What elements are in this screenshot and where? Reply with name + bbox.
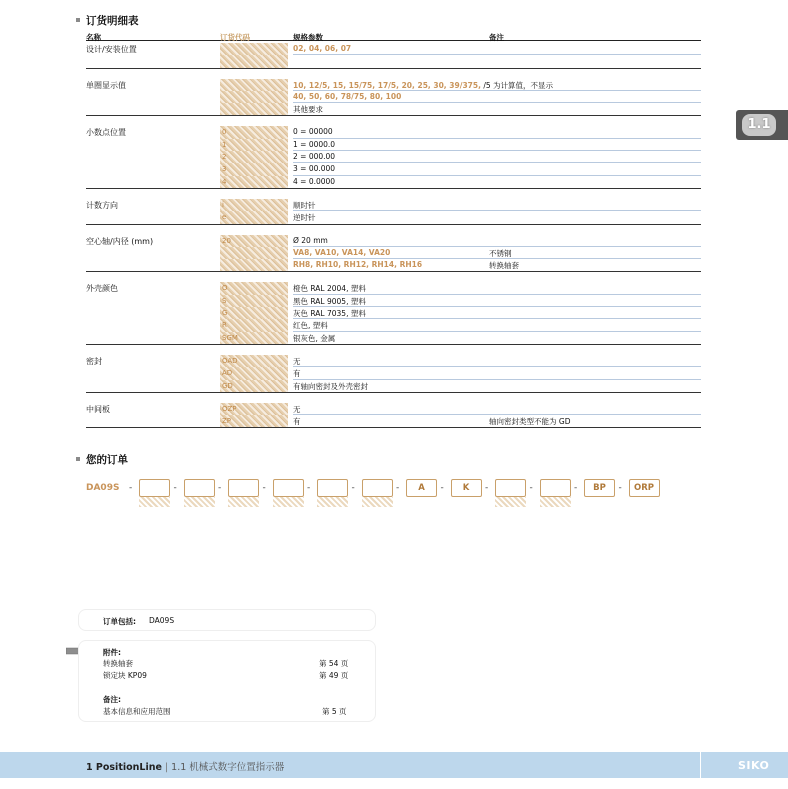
accessory-item-label: 锁定块 KP09 <box>103 671 147 680</box>
order-code-cell: SGM <box>220 332 288 344</box>
order-code-box[interactable] <box>495 479 526 497</box>
row-name: 密封 <box>86 356 102 366</box>
table-row <box>86 199 701 211</box>
order-code-cell: OZP <box>220 403 288 415</box>
order-dash: - <box>618 483 622 493</box>
order-code-cell: G <box>220 307 288 319</box>
spec-cell: Ø 20 mm <box>293 235 328 245</box>
spec-cell: 红色, 塑料 <box>293 321 328 331</box>
row-name: 中间板 <box>86 404 110 414</box>
spec-cell: 银灰色, 金属 <box>293 333 336 343</box>
order-box-hatch <box>139 497 170 507</box>
row-name: 设计/安装位置 <box>86 45 137 54</box>
table-row <box>86 103 701 115</box>
accessory-item-page: 第 49 页 <box>319 671 349 680</box>
order-code-cell <box>220 259 288 271</box>
section-title-order-table: 订货明细表 <box>76 13 139 28</box>
order-code-cell: O <box>220 282 288 294</box>
table-row <box>86 247 701 259</box>
accessories-box <box>78 640 376 722</box>
order-dash: - <box>262 483 266 493</box>
order-box-hatch <box>228 497 259 507</box>
order-code-cell: i <box>220 199 288 211</box>
note-label: 基本信息和应用范围 <box>103 707 171 716</box>
order-code-cell: 3 <box>220 163 288 175</box>
order-dash: - <box>396 483 400 493</box>
table-row <box>86 282 701 294</box>
spec-cell: 02, 04, 06, 07 <box>293 44 352 53</box>
spec-cell: 橙色 RAL 2004, 塑料 <box>293 284 366 294</box>
table-row <box>86 355 701 367</box>
spec-cell: 无 <box>293 356 301 366</box>
order-code-box: ORP <box>629 479 660 497</box>
accessories-title: 附件: <box>103 648 121 657</box>
table-row <box>86 126 701 138</box>
order-code-box[interactable] <box>362 479 393 497</box>
order-dash: - <box>485 483 489 493</box>
order-box-hatch <box>273 497 304 507</box>
table-group <box>86 79 701 117</box>
table-group <box>86 282 701 344</box>
order-dash: - <box>173 483 177 493</box>
spec-cell: 3 = 00.000 <box>293 164 336 174</box>
table-row <box>86 151 701 163</box>
table-row <box>86 79 701 91</box>
table-group <box>86 403 701 429</box>
note-cell: 转换轴套 <box>489 261 519 271</box>
spec-cell: 0 = 00000 <box>293 127 333 137</box>
order-code-cell: 20 <box>220 235 288 247</box>
bullet-square-icon <box>76 457 80 461</box>
table-row <box>86 43 701 55</box>
page-footer <box>0 752 788 778</box>
order-code-cell <box>220 91 288 103</box>
order-table <box>86 30 701 428</box>
chapter-tab: 1.1 <box>736 110 788 140</box>
order-box-hatch <box>540 497 571 507</box>
order-includes-label: 订单包括: <box>103 617 136 626</box>
spec-cell: 2 = 000.00 <box>293 152 336 162</box>
order-code-box[interactable] <box>139 479 170 497</box>
spec-cell: 灰色 RAL 7035, 塑料 <box>293 309 366 319</box>
order-code-cell: AD <box>220 367 288 379</box>
order-dash: - <box>129 483 133 493</box>
order-code-box[interactable] <box>273 479 304 497</box>
order-code-box[interactable] <box>317 479 348 497</box>
order-code-cell <box>220 103 288 115</box>
header-spec: 规格参数 <box>293 33 323 42</box>
spec-cell: RH8, RH10, RH12, RH14, RH16 <box>293 260 423 270</box>
table-row <box>86 211 701 223</box>
order-dash: - <box>307 483 311 493</box>
spec-cell: 40, 50, 60, 78/75, 80, 100 <box>293 91 402 101</box>
table-row <box>86 319 701 331</box>
table-row <box>86 55 701 67</box>
note-cell: 轴向密封类型不能为 GD <box>489 417 571 427</box>
row-name: 计数方向 <box>86 200 118 210</box>
siko-logo: SIKO <box>738 759 770 772</box>
order-box-hatch <box>184 497 215 507</box>
spec-cell: 其他要求 <box>293 105 323 115</box>
spec-cell: 4 = 0.0000 <box>293 176 336 186</box>
row-name: 外壳颜色 <box>86 284 118 294</box>
spec-cell: 黑色 RAL 9005, 塑料 <box>293 296 366 306</box>
table-group <box>86 43 701 69</box>
footer-breadcrumb: 1 PositionLine | 1.1 机械式数字位置指示器 <box>86 762 285 773</box>
order-code-cell: ZP <box>220 415 288 427</box>
note-page: 第 5 页 <box>322 707 347 716</box>
spec-cell: 无 <box>293 404 301 414</box>
table-row <box>86 163 701 175</box>
table-body <box>86 43 701 428</box>
order-code-cell: 2 <box>220 151 288 163</box>
table-row <box>86 259 701 271</box>
spec-cell: 有 <box>293 417 301 427</box>
order-code-cell: 4 <box>220 176 288 188</box>
header-name: 名称 <box>86 33 101 42</box>
order-code-builder <box>86 478 686 498</box>
order-includes-value: DA09S <box>149 616 175 625</box>
order-code-cell <box>220 55 288 67</box>
order-includes-box <box>78 609 376 631</box>
order-box-hatch <box>362 497 393 507</box>
spec-cell: 1 = 0000.0 <box>293 139 336 149</box>
table-row <box>86 403 701 415</box>
order-code-cell: R <box>220 319 288 331</box>
accessory-item-label: 转换轴套 <box>103 659 133 668</box>
row-name: 单圈显示值 <box>86 80 126 90</box>
table-row <box>86 332 701 344</box>
order-code-cell <box>220 79 288 91</box>
table-group <box>86 199 701 225</box>
header-note: 备注 <box>489 33 504 42</box>
table-row <box>86 380 701 392</box>
order-code-cell: e <box>220 211 288 223</box>
spec-cell: 有 <box>293 369 301 379</box>
order-code-box: BP <box>584 479 615 497</box>
order-code-cell <box>220 247 288 259</box>
footer-separator <box>700 752 701 778</box>
order-code-cell: 0 <box>220 126 288 138</box>
table-row <box>86 139 701 151</box>
order-code-cell: OAD <box>220 355 288 367</box>
spec-cell: 有轴向密封及外壳密封 <box>293 381 368 391</box>
order-code-box[interactable] <box>184 479 215 497</box>
table-row <box>86 295 701 307</box>
order-dash: - <box>440 483 444 493</box>
order-dash: - <box>218 483 222 493</box>
table-row <box>86 415 701 427</box>
table-row <box>86 235 701 247</box>
table-row <box>86 176 701 188</box>
order-prefix: DA09S <box>86 483 120 493</box>
order-code-cell: GD <box>220 380 288 392</box>
spec-cell: 顺时针 <box>293 200 316 210</box>
table-row <box>86 307 701 319</box>
order-dash: - <box>529 483 533 493</box>
row-name: 空心轴/内径 (mm) <box>86 236 154 246</box>
order-code-cell <box>220 43 288 55</box>
table-group <box>86 355 701 393</box>
order-box-hatch <box>317 497 348 507</box>
table-row <box>86 91 701 103</box>
note-cell: 不锈钢 <box>489 248 512 258</box>
order-box-hatch <box>495 497 526 507</box>
spec-cell: VA8, VA10, VA14, VA20 <box>293 247 391 257</box>
table-row <box>86 367 701 379</box>
note-title: 备注: <box>103 695 121 704</box>
table-group <box>86 126 701 188</box>
order-code-cell: S <box>220 295 288 307</box>
order-code-box[interactable] <box>228 479 259 497</box>
header-code: 订货代码 <box>220 33 250 42</box>
order-code-box[interactable] <box>540 479 571 497</box>
section-title-your-order: 您的订单 <box>76 452 128 467</box>
order-code-box: A <box>406 479 437 497</box>
order-dash: - <box>574 483 578 493</box>
accessory-item-page: 第 54 页 <box>319 659 349 668</box>
spec-cell: 逆时针 <box>293 213 316 223</box>
spec-cell: 10, 12/5, 15, 15/75, 17/5, 20, 25, 30, 39/375, /5 为计算值，不显示 <box>293 80 554 90</box>
bullet-square-icon <box>76 18 80 22</box>
order-code-box: K <box>451 479 482 497</box>
order-code-cell: 1 <box>220 139 288 151</box>
table-header <box>86 30 701 41</box>
row-name: 小数点位置 <box>86 128 126 138</box>
table-group <box>86 235 701 273</box>
order-dash: - <box>351 483 355 493</box>
